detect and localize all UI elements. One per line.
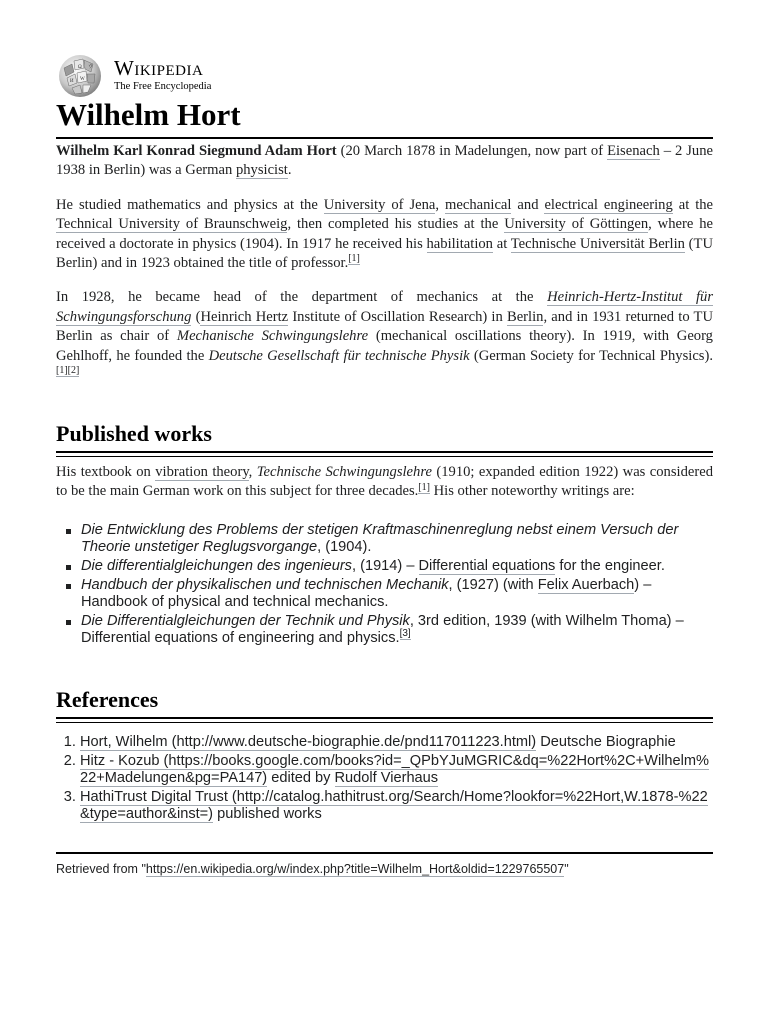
svg-text:И: И: [70, 79, 74, 84]
para-text: His other noteworthy writings are:: [429, 483, 635, 500]
section-rule: [56, 456, 713, 457]
article-body: [56, 142, 713, 400]
link-heinrich-hertz[interactable]: Heinrich Hertz: [200, 308, 289, 325]
reference-item: [80, 789, 713, 823]
intro-text: (20 March 1878 in Madelungen, now part of: [336, 143, 608, 159]
wikipedia-wordmark: Wikipedia: [114, 55, 204, 80]
intro-text: .: [287, 162, 292, 179]
link-electrical-engineering[interactable]: electrical engineering: [544, 196, 673, 213]
works-list: [56, 522, 713, 647]
italic-term: Mechanische Schwingungslehre: [176, 328, 369, 345]
link-physicist[interactable]: physicist: [235, 162, 288, 179]
link-tu-berlin[interactable]: Technische Universität Berlin: [510, 235, 685, 252]
para-text: and: [511, 196, 545, 213]
citation-sup: [56, 365, 79, 377]
para-text: ,: [435, 196, 446, 213]
work-detail: ) – Handbook of physical and technical mechanics.: [81, 576, 652, 610]
section-rule: [56, 717, 713, 719]
para-text: In 1928, he became head of the department of mechanics at the: [56, 289, 548, 306]
citation-sup: [348, 253, 360, 265]
citation-2[interactable]: [2]: [67, 365, 80, 377]
references-body: [56, 734, 713, 825]
references-list: [56, 734, 713, 823]
section-rule: [56, 451, 713, 453]
para-text: , then completed his studies at the: [287, 216, 505, 233]
reference-detail: edited by: [267, 770, 335, 786]
work-title: Die Differentialgleichungen der Technik und Physik: [81, 612, 410, 629]
wikipedia-logo[interactable]: [56, 52, 211, 98]
retrieved-from-footer: [56, 862, 569, 876]
citation-sup: [418, 482, 430, 494]
link-vibration-theory[interactable]: vibration theory: [155, 464, 249, 480]
work-title: Die differentialgleichungen des ingenieurs: [81, 557, 352, 574]
reference-item: [80, 734, 713, 751]
published-works-heading: Published works: [56, 421, 212, 446]
reference-link[interactable]: Hitz - Kozub (https://books.google.com/books?id=_QPbYJuMGRIC&dq=%22Hort%2C+Wilhelm%22+Madelungen&pg=PA147): [80, 753, 710, 786]
intro-text: – 2 June 1938 in Berlin) was a German: [56, 143, 714, 179]
svg-text:Ω: Ω: [78, 65, 82, 70]
reference-item: [80, 753, 713, 787]
citation-1[interactable]: [1]: [348, 253, 360, 265]
permalink[interactable]: https://en.wikipedia.org/w/index.php?title=Wilhelm_Hort&oldid=1229765507: [145, 862, 565, 876]
para-text: , where he received a doctorate in physics (1904). In 1917 he received his: [56, 216, 714, 252]
para-text: at: [492, 235, 511, 252]
link-berlin[interactable]: Berlin: [506, 308, 544, 325]
link-mechanical[interactable]: mechanical: [445, 196, 512, 213]
link-heinrich-hertz-institut[interactable]: Heinrich-Hertz-Institut für Schwingungsforschung: [56, 289, 714, 325]
work-detail: , (1904).: [317, 538, 372, 555]
link-university-of-goettingen[interactable]: University of Göttingen: [504, 216, 649, 233]
references-heading: References: [56, 687, 159, 712]
para-text: ,: [248, 464, 257, 480]
link-differential-equations[interactable]: Differential equations: [418, 557, 556, 574]
studies-paragraph: [56, 196, 713, 274]
svg-text:ウ: ウ: [88, 65, 94, 70]
para-text: (1910; expanded edition 1922) was considered to be the main German work on this subject for three decades.: [56, 464, 713, 500]
link-felix-auerbach[interactable]: Felix Auerbach: [537, 576, 635, 593]
italic-term: Deutsche Gesellschaft für technische Physik: [208, 347, 470, 364]
link-rudolf-vierhaus[interactable]: Rudolf Vierhaus: [334, 770, 439, 786]
citation-1[interactable]: [1]: [56, 365, 68, 377]
work-title: Handbuch der physikalischen und technischen Mechanik: [81, 576, 449, 593]
citation-sup: [400, 628, 411, 640]
subject-name: Wilhelm Karl Konrad Siegmund Adam Hort: [56, 143, 337, 159]
para-text: His textbook on: [56, 464, 156, 480]
para-text: (mechanical oscillations theory). In 1919, with Georg Gehlhoff, he founded the: [56, 328, 713, 364]
citation-3[interactable]: [3]: [399, 627, 411, 639]
para-text: Institute of Oscillation Research) in: [288, 308, 507, 325]
link-tu-braunschweig[interactable]: Technical University of Braunschweig: [56, 216, 288, 233]
footer-rule: [56, 852, 713, 854]
para-text: , and in 1931 returned to TU Berlin as chair of: [56, 308, 713, 345]
work-detail: for the engineer.: [555, 557, 665, 574]
work-title: Die Entwicklung des Problems der stetigen Kraftmaschinenreglung nebst einem Versuch der Theorie unstetiger Reglugsvorgange: [81, 521, 679, 555]
link-eisenach[interactable]: Eisenach: [607, 143, 660, 159]
para-text: (TU Berlin) and in 1923 obtained the title of professor.: [56, 235, 713, 272]
title-rule: [56, 137, 713, 139]
intro-paragraph: [56, 142, 713, 181]
reference-detail: Deutsche Biographie: [536, 734, 676, 750]
svg-text:W: W: [80, 77, 85, 82]
published-works-body: [56, 463, 713, 649]
link-university-of-jena[interactable]: University of Jena: [323, 196, 436, 213]
wikipedia-tagline: The Free Encyclopedia: [114, 80, 212, 92]
references-section-header: [56, 686, 713, 723]
list-item: [80, 522, 713, 556]
list-item: [80, 577, 713, 611]
published-works-section-header: [56, 420, 713, 457]
italic-term: Technische Schwingungslehre: [256, 464, 432, 480]
list-item: [80, 613, 713, 647]
work-detail: , (1927) (with: [448, 576, 538, 593]
reference-link[interactable]: HathiTrust Digital Trust (http://catalog.hathitrust.org/Search/Home?lookfor=%22Hort,W.1878-%22&type=author&inst=): [80, 789, 708, 822]
work-detail: , 3rd edition, 1939 (with Wilhelm Thoma) – Differential equations of engineering and physics.: [81, 612, 684, 646]
footer-text: Retrieved from ": [56, 862, 146, 876]
para-text: (German Society for Technical Physics).: [469, 347, 713, 364]
footer-text: ": [564, 862, 569, 876]
page-title: Wilhelm Hort: [56, 97, 241, 132]
reference-detail: published works: [213, 806, 322, 822]
citation-1[interactable]: [1]: [418, 481, 430, 493]
para-text: He studied mathematics and physics at the: [56, 196, 324, 213]
section-rule: [56, 722, 713, 723]
wikipedia-globe-icon: [56, 52, 104, 98]
reference-link[interactable]: Hort, Wilhelm (http://www.deutsche-biographie.de/pnd117011223.html): [80, 734, 537, 750]
list-item: [80, 558, 713, 575]
work-detail: , (1914) –: [351, 557, 419, 574]
career-paragraph: [56, 288, 713, 385]
para-text: (: [191, 308, 201, 325]
published-works-paragraph: [56, 463, 713, 502]
link-habilitation[interactable]: habilitation: [426, 235, 493, 252]
para-text: at the: [672, 196, 714, 213]
